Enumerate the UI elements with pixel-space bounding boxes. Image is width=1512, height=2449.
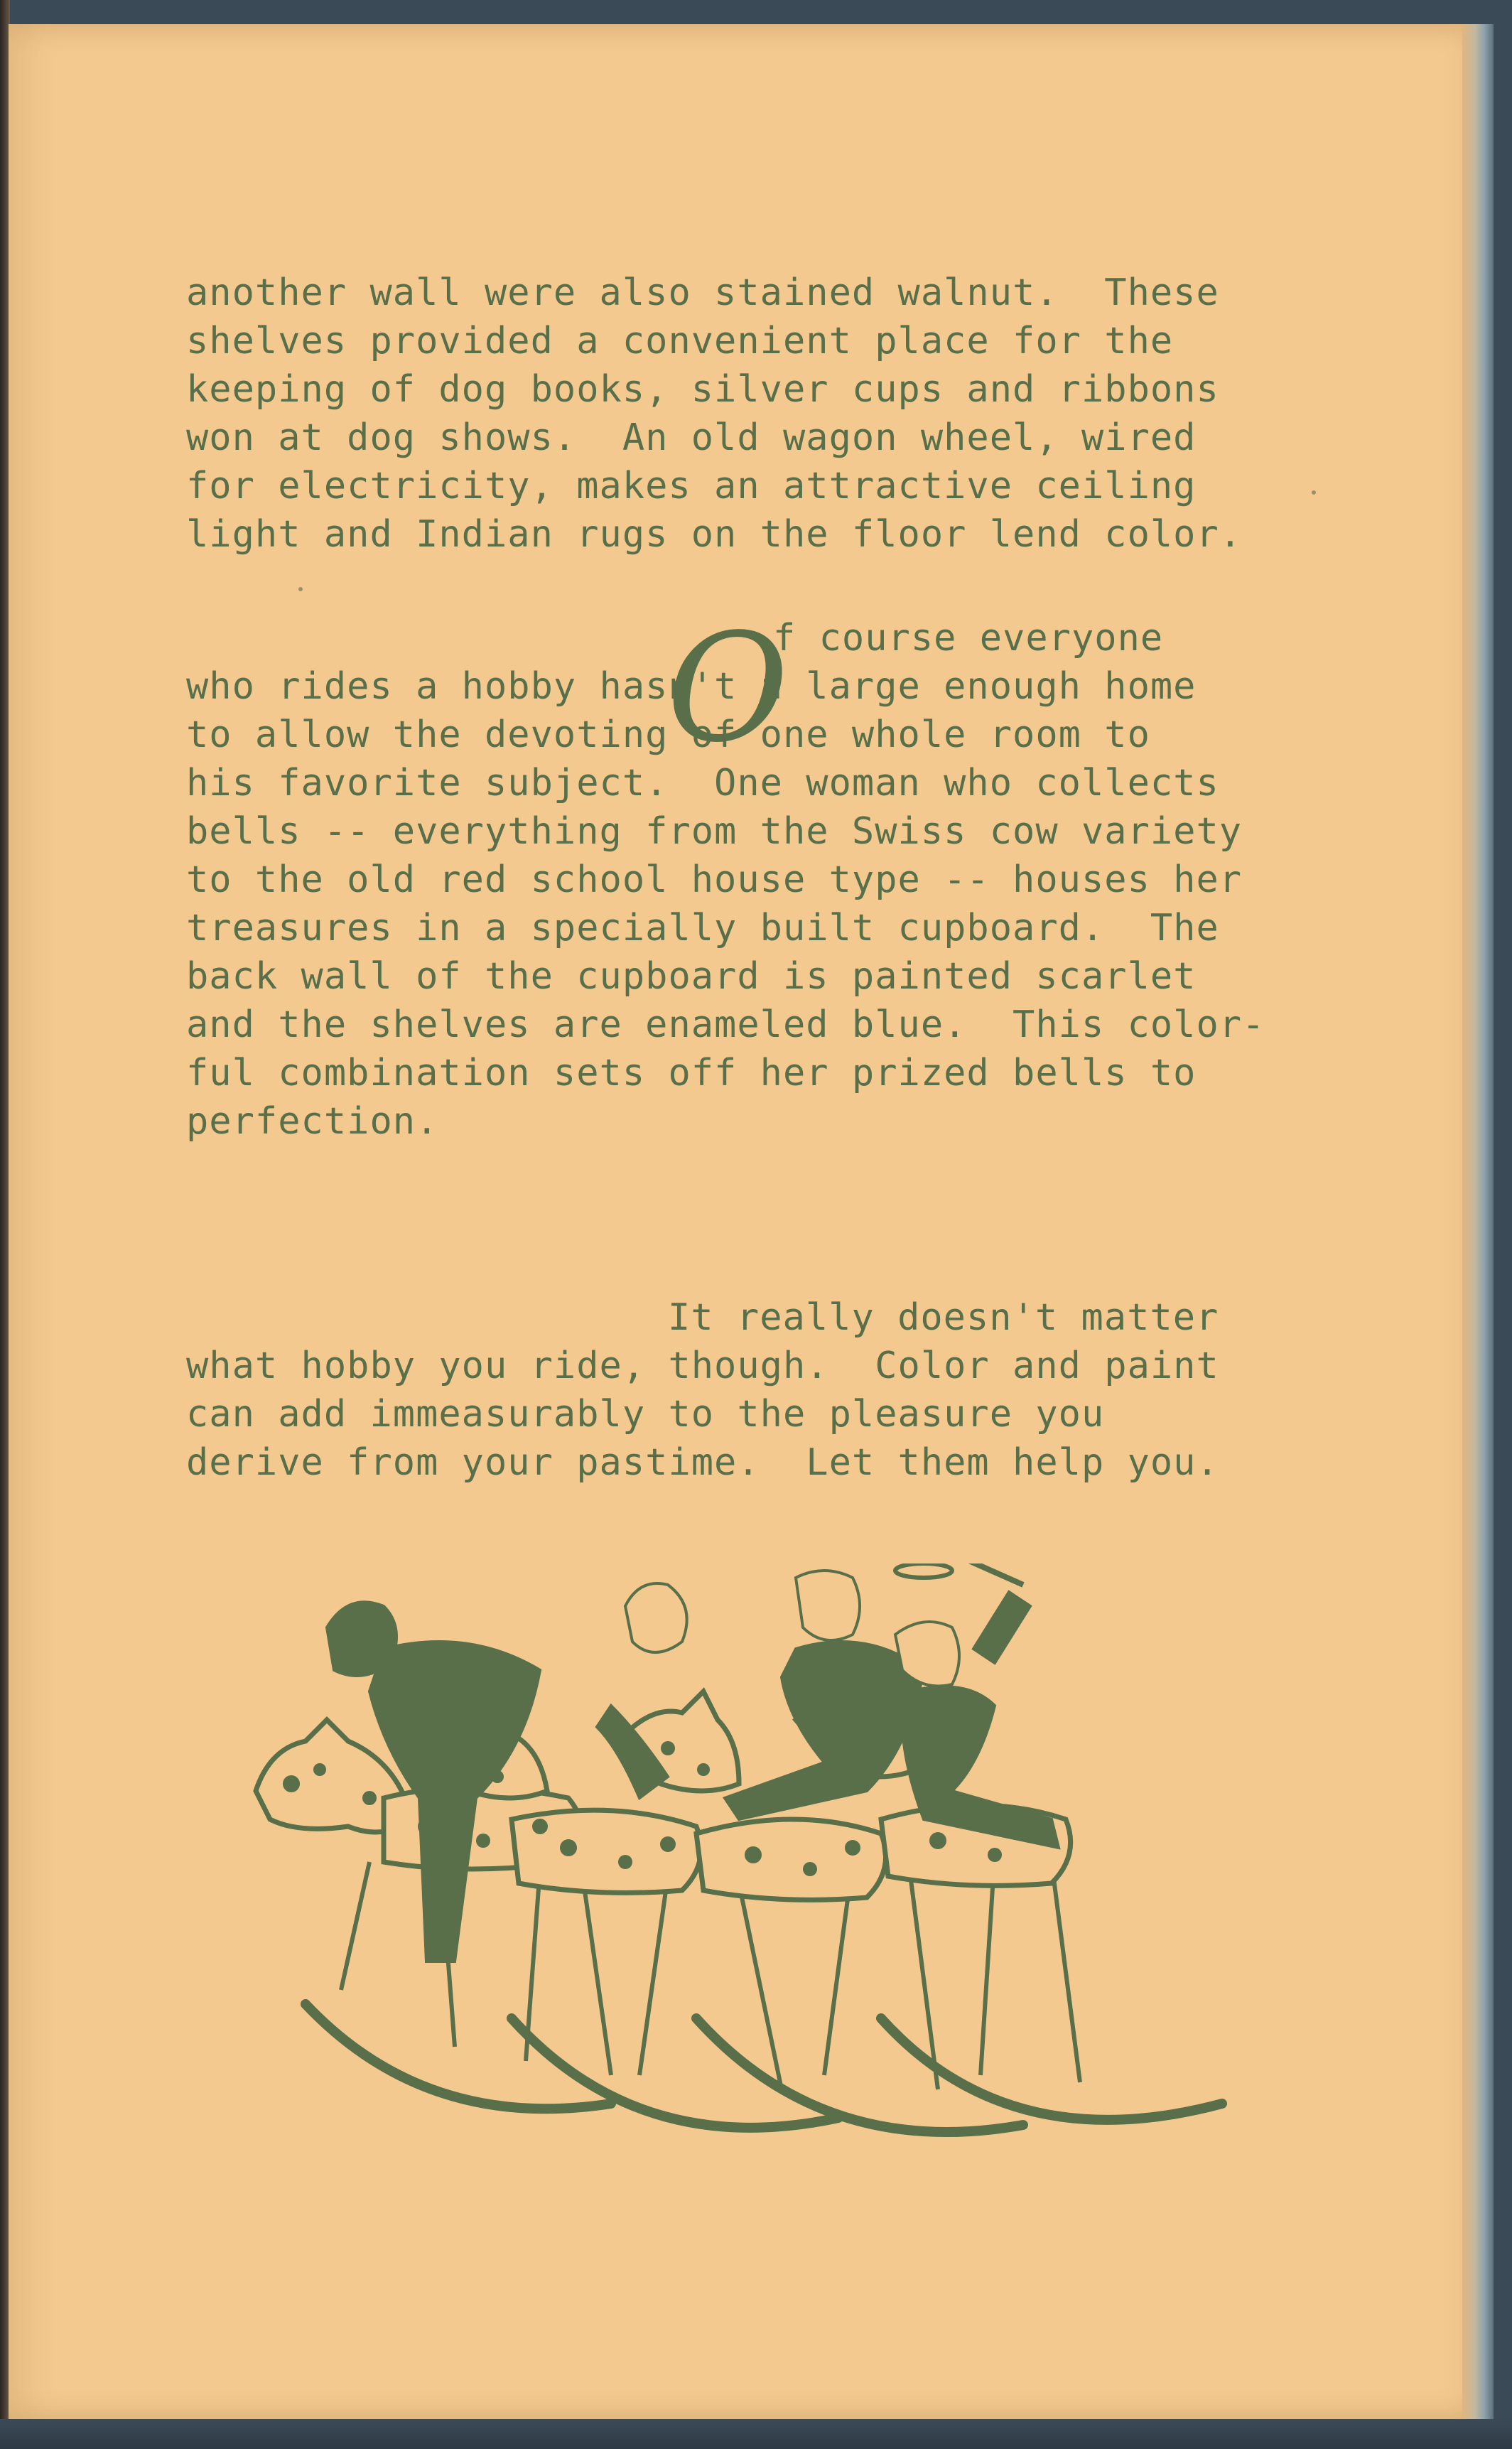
text-line-first: It really doesn't matter [668,1296,1219,1339]
text-line: and the shelves are enameled blue. This color- [186,1003,1265,1046]
text-line: who rides a hobby hasn't a large enough home [186,665,1197,708]
book-bottom-edge [0,2419,1512,2449]
rocker-arc-3 [696,2018,1023,2132]
text-line: light and Indian rugs on the floor lend color. [186,513,1243,556]
riding-whip-loop [895,1563,952,1578]
drop-cap-letter: O [666,601,789,775]
rocking-horse-riders-illustration [242,1563,1265,2189]
text-line: can add immeasurably to the pleasure you [186,1393,1105,1436]
paragraph-bell-collector [186,601,1337,1146]
text-line: treasures in a specially built cupboard. The [186,907,1219,949]
text-line-first: f course everyone [773,617,1164,660]
text-line: derive from your pastime. Let them help you. [186,1441,1219,1484]
text-line: back wall of the cupboard is painted scarlet [186,955,1197,998]
rider-4-arm [973,1592,1030,1663]
text-line: to the old red school house type -- houses her [186,859,1243,901]
text-line: what hobby you ride, though. Color and paint [186,1345,1219,1387]
ink-speck [1312,490,1316,495]
text-line: won at dog shows. An old wagon wheel, wired [186,416,1197,459]
page-edge-shadow [1462,24,1494,2419]
ink-speck [298,587,303,591]
text-line: shelves provided a convenient place for the [186,320,1174,362]
text-line: another wall were also stained walnut. These [186,271,1219,314]
riding-whip [959,1563,1023,1585]
rider-3-head [796,1571,860,1640]
rider-3-body [725,1642,924,1819]
paragraph-walnut-shelves [186,269,1337,559]
text-line: keeping of dog books, silver cups and ribbons [186,368,1219,411]
text-line: perfection. [186,1100,439,1143]
text-line: to allow the devoting of one whole room to [186,714,1150,756]
text-line: ful combination sets off her prized bells to [186,1052,1197,1094]
rider-2-head [625,1583,687,1652]
horse-body-3 [696,1819,886,1900]
paragraph-hobby-color [186,1293,1337,1487]
text-line: bells -- everything from the Swiss cow variety [186,810,1243,853]
rocker-arc-1 [306,2004,611,2109]
text-line: his favorite subject. One woman who collects [186,762,1219,804]
text-line: for electricity, makes an attractive ceiling [186,465,1197,507]
